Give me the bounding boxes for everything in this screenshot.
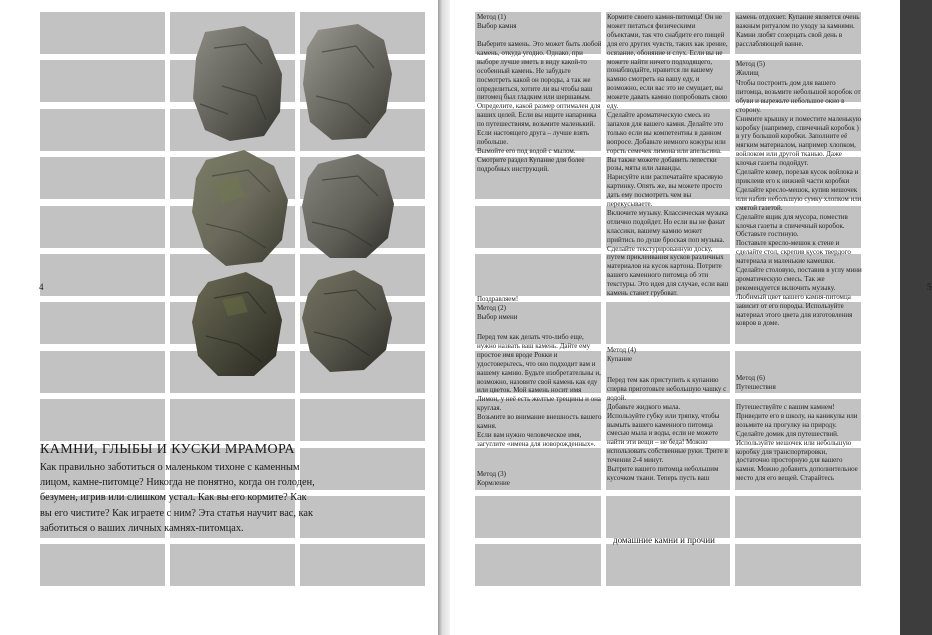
stone-4 — [302, 154, 394, 258]
book-gutter — [438, 0, 450, 635]
feeding-body: Кормите своего камня-питомца! Он не может питаться физическими объектами, так что снабдите его пищей для его других чувств, таких как зрение, осязание, обоняние и слух. Если вы не можете найти ничего подходящего, понаблюдайте, нравится ли вашему камню смотреть на вашу еду, и возможно, если вас это не смущает, вы можете давать камню попробовать свою еду. Сделайте ароматическую смесь из запахов для вашего камня. Делайте это только если вы компетентны в данном вопросе. Добавьте немного кожуры или горсть семечек лимона или апельсина. Вы также можете добавить лепестки розы, мяты или лаванды. Нарисуйте или распечатайте красивую картинку. Опять же, вы можете просто дать ему посмотреть чем вы перекусываете. Включите музыку. Классическая музыка отлично подойдет. Но если вы не фанат классики, вашему камню может прийтись по душе броская поп музыка. Сделайте текстурированную доску, путем приклеивания кусков различных материалов на кусок картона. Потрите вашего каменного питомца об эти текстуры. Это идея для случае, если ваш камень станет грубоват. — [607, 13, 729, 298]
method-5-title: Метод (5) — [736, 60, 765, 68]
page-number: 5 — [927, 282, 932, 292]
left-page — [0, 0, 438, 635]
method-4-title: Метод (4) — [607, 346, 636, 354]
method-1-title: Метод (1) — [477, 13, 506, 21]
grid-cell — [606, 544, 730, 586]
method-5-heading — [736, 60, 765, 78]
method-6-subtitle: Путешествия — [736, 383, 776, 391]
grid-cell — [606, 302, 730, 344]
method-1-body: Выберите камень. Это может быть любой камень, откуда угодно. Однако, при выборе лучше иметь в виду какой-то особенный камень. Не забудьте посмотреть какой он породы, а так же определиться, хотите ли вы чтобы ваш питомец был гладким или шершавым. Определите, какой размер оптимален для ваших целей. Если вы ищите напарника по путешествиям, возьмите маленький. Если настоящего друга – лучше взять побольше. Вымойте его под водой с мылом. Смотрите раздел Купание для более подробных инструкций. — [477, 40, 602, 173]
stone-2 — [303, 24, 392, 140]
grid-cell — [475, 496, 601, 538]
method-6-heading — [736, 374, 776, 392]
stone-6 — [302, 270, 392, 372]
article-title: КАМНИ, ГЛЫБЫ И КУСКИ МРАМОРА — [40, 442, 295, 457]
method-4-heading — [607, 346, 636, 364]
page-number: 4 — [39, 282, 44, 292]
method-3-title: Метод (3) — [477, 470, 506, 478]
method-1-heading — [477, 13, 516, 31]
stones-photo — [0, 0, 438, 635]
bathing-body-continued: камень отдохнет. Купание является очень важным ритуалом по уходу за камнями. Камни любят созерцать свой день в расслабляющей ванне. — [736, 13, 860, 48]
method-3-heading — [477, 470, 510, 488]
article-lead: Как правильно заботиться о маленьком тихоне с каменным лицом, камне-питомце? Никогда не понятно, когда он голоден, безумен, игрив или слишком устал. Как вы его кормите? Как вы его чистите? Как играете с ним? Эта статья научит вас, как заботиться о ваших личных камнях-питомцах. — [40, 462, 315, 534]
grid-cell — [475, 254, 601, 296]
grid-cell — [475, 544, 601, 586]
grid-cell — [735, 544, 861, 586]
right-page — [450, 0, 932, 635]
method-5-subtitle: Жилищ — [736, 69, 759, 77]
method-2-subtitle: Выбор имени — [477, 313, 518, 321]
method-4-subtitle: Купание — [607, 355, 633, 363]
method-6-body: Путешествуйте с вашим камнем! Приведите его в школу, на каникулы или возьмите на прогулку на природу. Сделайте домик для путешествий. Используйте мешочек или небольшую коробку для транспортировки, достаточно просторную для вашего камня. Можно добавить дополнительное место для его вещей. Старайтесь — [736, 403, 858, 483]
method-2-title: Метод (2) — [477, 304, 506, 312]
grid-cell — [606, 496, 730, 538]
method-2-heading — [477, 295, 518, 322]
running-footer: домашние камни и прочии — [613, 535, 715, 545]
method-1-subtitle: Выбор камня — [477, 22, 517, 30]
stone-5 — [192, 272, 282, 376]
stone-1 — [193, 26, 282, 141]
method-2-body: Перед тем как делать что-либо еще, нужно назвать ваш камень. Дайте ему простое имя вроде Рокки и удостоверьтесь, что оно подходит вам и вашему камню. Будьте изобретательны и, возможно, назовите свой камень как еду или цветок. Мой камень носит имя Лимон, у неё есть желтые трещины и она круглая. Возьмите во внимание внешность вашего камня. Если вам нужно человеческое имя, загуглите «имена для новорожденных». — [477, 333, 602, 448]
grid-cell — [735, 496, 861, 538]
method-3-subtitle: Кормление — [477, 479, 510, 487]
stone-3 — [192, 150, 288, 266]
method-2-intro: Поздравляем! — [477, 295, 519, 303]
method-6-title: Метод (6) — [736, 374, 765, 382]
method-5-body: Чтобы построить дом для вашего питомца, возьмите небольшой коробок от обуви и вырежьте небольшое окно в сторону. Снимите крышку и поместите маленькую коробку (например, спичечный коробок ) в угу большой коробки. Заполните её мягким материалом, например хлопком, войлоком или другой тканью. Даже клочья газеты подойдут. Сделайте ковер, порезав кусок войлока и приклеив его к нижней части коробки Сделайте кресло-мешок, купив мешочек или набив небольшую сумку хлопком или смятой газетой. Сделайте ящик для мусора, поместив клочья газеты в спичечный коробок. Обставьте гостиную. Поставьте кресло-мешок к стене и сделайте стол, скрепив кусок твердого материала и маленькие камешки. Сделайте столовую, поставив в углу мини ароматическую смесь. Так же рекомендуется включить музыку. Любимый цвет вашего камня-питомца зависит от его породы. Используйте материал этого цвета для изготовления ковров в доме. — [736, 79, 862, 328]
grid-cell — [475, 206, 601, 248]
method-4-body: Перед тем как приступить к купанию сперва приготовьте небольшую чашку с водой. Добавьте жидкого мыла. Используйте губку или тряпку, чтобы вымыть вашего каменного питомца смесью мыла и воды, если не можете найти эти вещи – не беда! Можно использовать собственные руки. Трите в течении 2-4 минут. Вытрите вашего питомца небольшим кусочком ткани. Теперь пусть ваш — [607, 376, 728, 482]
